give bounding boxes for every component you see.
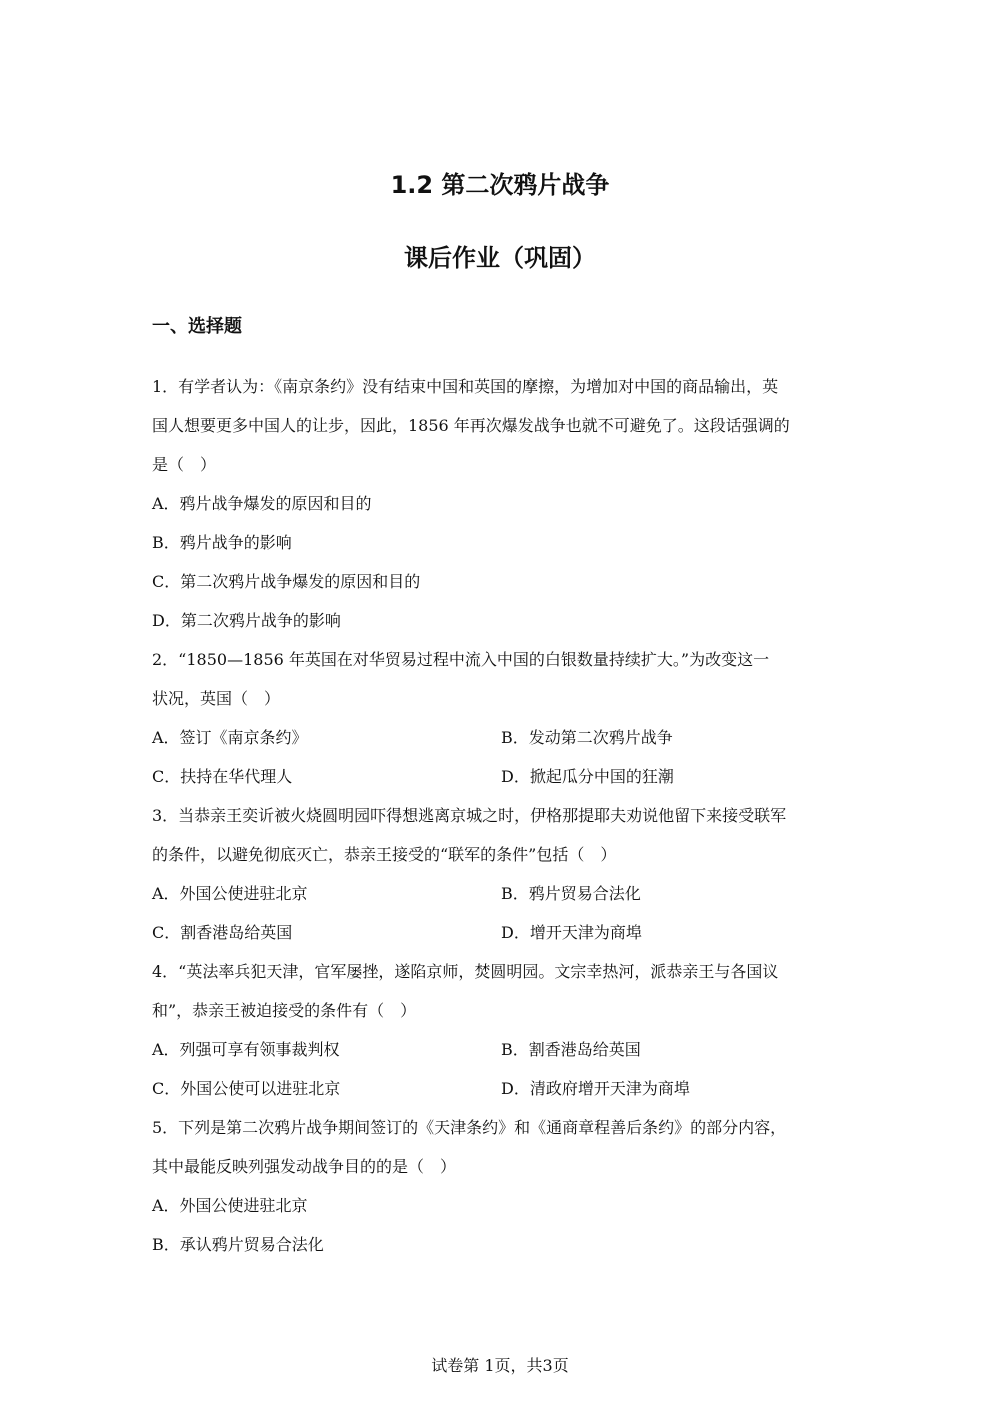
question-stem-line: 3．当恭亲王奕䜣被火烧圆明园吓得想逃离京城之时，伊格那提耶夫劝说他留下来接受联军	[152, 806, 787, 825]
option-d: D．掀起瓜分中国的狂潮	[501, 767, 674, 786]
option-b: B．割香港岛给英国	[501, 1040, 641, 1059]
option-row	[152, 757, 852, 796]
option-d: D．第二次鸦片战争的影响	[152, 611, 341, 630]
question-stem-line: 是（ ）	[152, 455, 217, 474]
question-stem-line: 2．“1850—1856 年英国在对华贸易过程中流入中国的白银数量持续扩大。”为改变这一	[152, 650, 770, 669]
option-a: A．鸦片战争爆发的原因和目的	[152, 494, 372, 513]
question-4	[152, 952, 852, 1108]
document-title: 1.2 第二次鸦片战争	[390, 171, 610, 199]
option-d: D．清政府增开天津为商埠	[501, 1079, 690, 1098]
option-a: A．列强可享有领事裁判权	[152, 1040, 340, 1059]
option-row	[152, 1069, 852, 1108]
option-row	[152, 913, 852, 952]
question-stem-line: 1．有学者认为：《南京条约》没有结束中国和英国的摩擦，为增加对中国的商品输出，英	[152, 377, 779, 396]
document-subtitle: 课后作业（巩固）	[404, 244, 596, 272]
question-stem-line: 4．“英法率兵犯天津，官军屡挫，遂陷京师，焚圆明园。文宗幸热河，派恭亲王与各国议	[152, 962, 779, 981]
option-a: A．签订《南京条约》	[152, 728, 308, 747]
option-d: D．增开天津为商埠	[501, 923, 642, 942]
option-b: B．鸦片战争的影响	[152, 533, 292, 552]
question-1	[152, 367, 852, 640]
question-3	[152, 796, 852, 952]
question-list	[152, 367, 852, 1264]
option-b: B．发动第二次鸦片战争	[501, 728, 673, 747]
option-c: C．割香港岛给英国	[152, 923, 293, 942]
question-stem-line: 和”，恭亲王被迫接受的条件有（ ）	[152, 1001, 417, 1020]
question-stem-line: 其中最能反映列强发动战争目的的是（ ）	[152, 1157, 457, 1176]
option-row	[152, 1030, 852, 1069]
option-row	[152, 718, 852, 757]
option-row	[152, 874, 852, 913]
question-stem-line: 国人想要更多中国人的让步，因此，1856 年再次爆发战争也就不可避免了。这段话强调的	[152, 416, 790, 435]
question-stem-line: 的条件，以避免彻底灭亡，恭亲王接受的“联军的条件”包括（ ）	[152, 845, 617, 864]
option-c: C．外国公使可以进驻北京	[152, 1079, 341, 1098]
option-c: C．第二次鸦片战争爆发的原因和目的	[152, 572, 421, 591]
option-c: C．扶持在华代理人	[152, 767, 293, 786]
question-stem-line: 状况，英国（ ）	[152, 689, 281, 708]
question-stem-line: 5．下列是第二次鸦片战争期间签订的《天津条约》和《通商章程善后条约》的部分内容，	[152, 1118, 787, 1137]
page-footer: 试卷第 1页，共3页	[431, 1356, 569, 1375]
question-5	[152, 1108, 852, 1264]
option-a: A．外国公使进驻北京	[152, 884, 308, 903]
option-b: B．鸦片贸易合法化	[501, 884, 641, 903]
option-b: B．承认鸦片贸易合法化	[152, 1235, 324, 1254]
question-2	[152, 640, 852, 796]
section-heading: 一、选择题	[152, 316, 242, 337]
option-a: A．外国公使进驻北京	[152, 1196, 308, 1215]
